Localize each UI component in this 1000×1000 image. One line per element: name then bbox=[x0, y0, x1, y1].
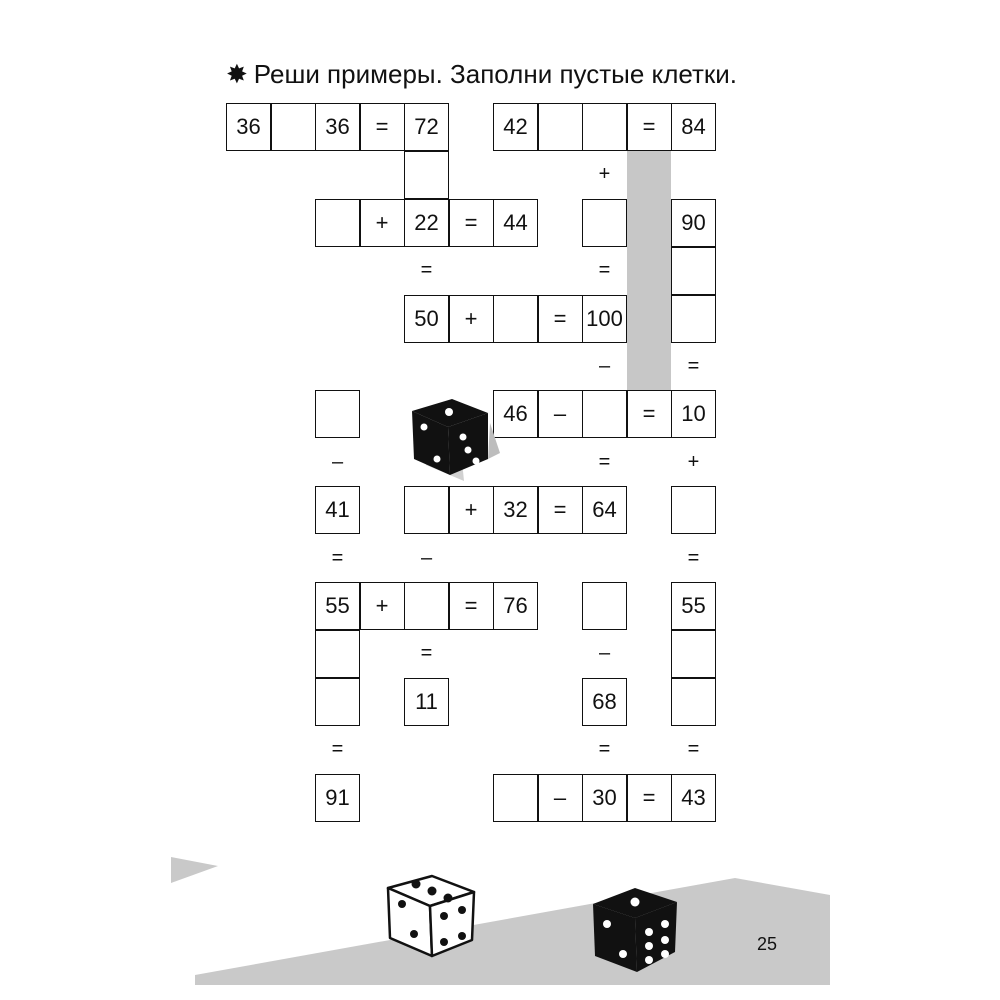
operator-sign: – bbox=[598, 642, 611, 665]
grid-cell: = bbox=[360, 103, 405, 151]
grid-cell: + bbox=[449, 486, 494, 534]
operator-sign: + bbox=[687, 450, 700, 473]
black-die-icon bbox=[400, 393, 505, 483]
grid-cell: 46 bbox=[493, 390, 538, 438]
grid-cell: + bbox=[360, 199, 405, 247]
grid-cell: 55 bbox=[315, 582, 360, 630]
grid-cell: 64 bbox=[582, 486, 627, 534]
operator-sign: + bbox=[598, 163, 611, 186]
grid-cell: + bbox=[360, 582, 405, 630]
grid-cell: 36 bbox=[226, 103, 271, 151]
operator-sign: = bbox=[598, 738, 611, 761]
grid-cell: + bbox=[449, 295, 494, 343]
grid-cell: 44 bbox=[493, 199, 538, 247]
grid-cell: 76 bbox=[493, 582, 538, 630]
task-title: Реши примеры. Заполни пустые клетки. bbox=[253, 59, 737, 89]
grid-cell: 100 bbox=[582, 295, 627, 343]
operator-sign: = bbox=[687, 546, 700, 569]
grid-cell: = bbox=[627, 103, 672, 151]
operator-sign: = bbox=[598, 259, 611, 282]
grid-cell: – bbox=[538, 774, 583, 822]
grid-cell: = bbox=[449, 582, 494, 630]
grid-cell: = bbox=[538, 486, 583, 534]
operator-sign: = bbox=[687, 738, 700, 761]
grid-cell: 91 bbox=[315, 774, 360, 822]
grid-cell: 55 bbox=[671, 582, 716, 630]
grid-cell: 11 bbox=[404, 678, 449, 726]
grid-cell: 32 bbox=[493, 486, 538, 534]
grid-cell: 90 bbox=[671, 199, 716, 247]
grid-cell: 42 bbox=[493, 103, 538, 151]
operator-sign: – bbox=[331, 450, 344, 473]
operator-sign: = bbox=[420, 642, 433, 665]
grid-cell: = bbox=[538, 295, 583, 343]
operator-sign: – bbox=[598, 355, 611, 377]
grid-cell: 30 bbox=[582, 774, 627, 822]
grid-cell: = bbox=[449, 199, 494, 247]
grid-cell: = bbox=[627, 774, 672, 822]
grid-cell: – bbox=[538, 390, 583, 438]
grid-cell: 68 bbox=[582, 678, 627, 726]
operator-sign: = bbox=[331, 546, 344, 569]
black-die-icon bbox=[585, 880, 695, 980]
grid-cell: 41 bbox=[315, 486, 360, 534]
grid-cell: 36 bbox=[315, 103, 360, 151]
grid-cell: 72 bbox=[404, 103, 449, 151]
grid-cell: 43 bbox=[671, 774, 716, 822]
grid-cell: 50 bbox=[404, 295, 449, 343]
operator-sign: = bbox=[331, 738, 344, 761]
operator-sign: = bbox=[687, 355, 700, 377]
grid-cell: 10 bbox=[671, 390, 716, 438]
star-bullet-icon: ✸ bbox=[226, 59, 248, 89]
grid-cell: 84 bbox=[671, 103, 716, 151]
grid-cell: = bbox=[627, 390, 672, 438]
white-die-icon bbox=[378, 866, 488, 966]
grid-cell: 22 bbox=[404, 199, 449, 247]
operator-sign: – bbox=[420, 546, 433, 569]
operator-sign: = bbox=[420, 259, 433, 282]
page-number: 25 bbox=[757, 934, 778, 954]
operator-sign: = bbox=[598, 450, 611, 473]
